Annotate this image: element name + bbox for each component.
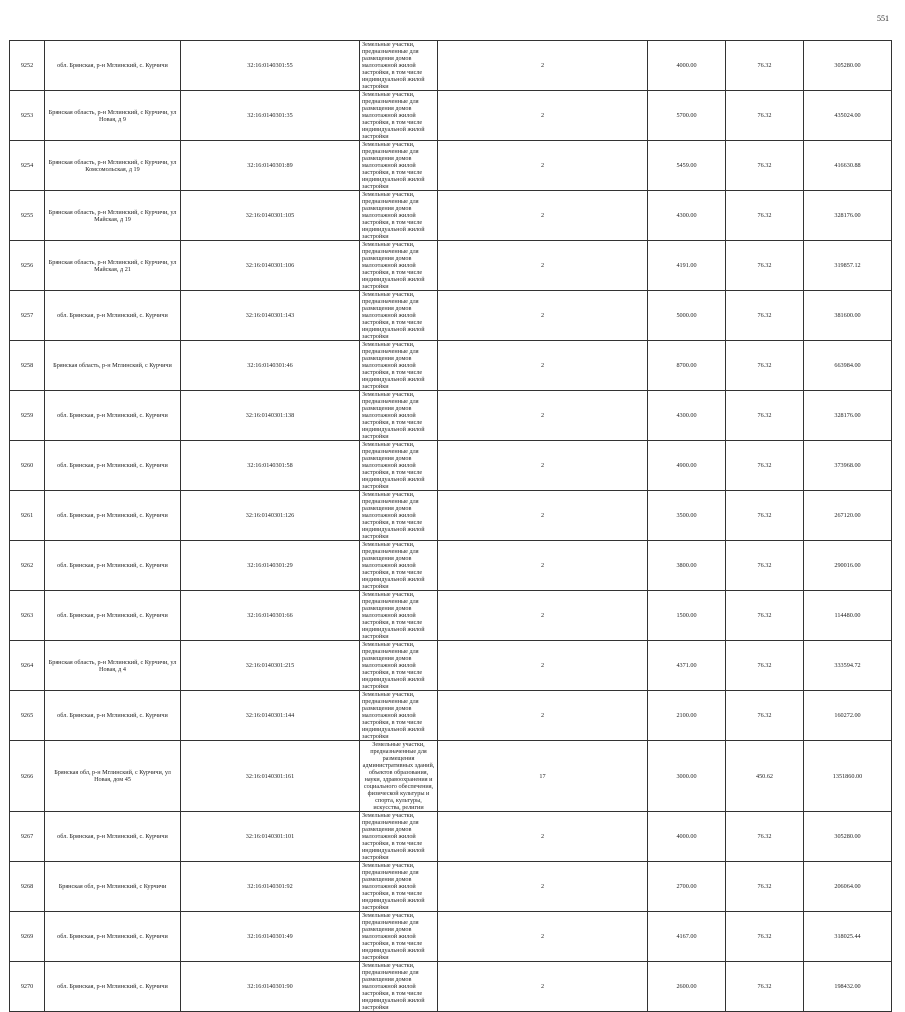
use-group-cell: 2 — [438, 341, 648, 391]
cadastral-number-cell: 32:16:0140301:106 — [181, 241, 360, 291]
table-row — [10, 541, 892, 591]
cadastral-value-cell: 267120.00 — [804, 491, 892, 541]
land-use-category-cell: Земельные участки, предназначенные для размещения домов малоэтажной жилой застройки, в том числе индивидуальной жилой застройки — [360, 341, 438, 391]
specific-value-cell: 76.32 — [726, 591, 804, 641]
area-cell: 5700.00 — [648, 91, 726, 141]
address-cell: обл. Брянская, р-н Мглинский, с. Курчичи — [45, 962, 181, 1012]
use-group-cell: 17 — [438, 741, 648, 812]
address-cell: Брянская область, р-н Мглинский, с Курчичи, ул Майская, д 19 — [45, 191, 181, 241]
area-cell: 2600.00 — [648, 962, 726, 1012]
area-cell: 4000.00 — [648, 41, 726, 91]
row-number: 9254 — [10, 141, 45, 191]
address-cell: Брянская область, р-н Мглинский, с Курчичи, ул Майская, д 21 — [45, 241, 181, 291]
area-cell: 2700.00 — [648, 862, 726, 912]
specific-value-cell: 76.32 — [726, 812, 804, 862]
cadastral-value-cell: 290016.00 — [804, 541, 892, 591]
specific-value-cell: 76.32 — [726, 191, 804, 241]
cadastral-number-cell: 32:16:0140301:55 — [181, 41, 360, 91]
row-number: 9267 — [10, 812, 45, 862]
table-row — [10, 241, 892, 291]
land-use-category-cell: Земельные участки, предназначенные для размещения домов малоэтажной жилой застройки, в том числе индивидуальной жилой застройки — [360, 541, 438, 591]
area-cell: 4167.00 — [648, 912, 726, 962]
cadastral-number-cell: 32:16:0140301:101 — [181, 812, 360, 862]
use-group-cell: 2 — [438, 962, 648, 1012]
land-use-category-cell: Земельные участки, предназначенные для размещения домов малоэтажной жилой застройки, в том числе индивидуальной жилой застройки — [360, 141, 438, 191]
cadastral-number-cell: 32:16:0140301:90 — [181, 962, 360, 1012]
land-use-category-cell: Земельные участки, предназначенные для размещения домов малоэтажной жилой застройки, в том числе индивидуальной жилой застройки — [360, 912, 438, 962]
area-cell: 4300.00 — [648, 191, 726, 241]
area-cell: 5459.00 — [648, 141, 726, 191]
cadastral-value-cell: 333594.72 — [804, 641, 892, 691]
row-number: 9266 — [10, 741, 45, 812]
row-number: 9260 — [10, 441, 45, 491]
cadastral-number-cell: 32:16:0140301:138 — [181, 391, 360, 441]
address-cell: обл. Брянская, р-н Мглинский, с. Курчичи — [45, 591, 181, 641]
cadastral-value-cell: 160272.00 — [804, 691, 892, 741]
land-use-category-cell: Земельные участки, предназначенные для размещения домов малоэтажной жилой застройки, в том числе индивидуальной жилой застройки — [360, 491, 438, 541]
row-number: 9252 — [10, 41, 45, 91]
area-cell: 4900.00 — [648, 441, 726, 491]
address-cell: обл. Брянская, р-н Мглинский, с. Курчичи — [45, 441, 181, 491]
land-use-category-cell: Земельные участки, предназначенные для размещения домов малоэтажной жилой застройки, в том числе индивидуальной жилой застройки — [360, 691, 438, 741]
area-cell: 4191.00 — [648, 241, 726, 291]
specific-value-cell: 76.32 — [726, 962, 804, 1012]
area-cell: 8700.00 — [648, 341, 726, 391]
use-group-cell: 2 — [438, 91, 648, 141]
address-cell: Брянская обл, р-н Мглинский, с Курчичи, ул Новая, дом 45 — [45, 741, 181, 812]
land-use-category-cell: Земельные участки, предназначенные для размещения домов малоэтажной жилой застройки, в том числе индивидуальной жилой застройки — [360, 241, 438, 291]
use-group-cell: 2 — [438, 41, 648, 91]
area-cell: 3800.00 — [648, 541, 726, 591]
cadastral-value-cell: 416630.88 — [804, 141, 892, 191]
cadastral-value-cell: 328176.00 — [804, 191, 892, 241]
land-use-category-cell: Земельные участки, предназначенные для размещения домов малоэтажной жилой застройки, в том числе индивидуальной жилой застройки — [360, 41, 438, 91]
specific-value-cell: 76.32 — [726, 141, 804, 191]
address-cell: обл. Брянская, р-н Мглинский, с. Курчичи — [45, 812, 181, 862]
address-cell: Брянская область, р-н Мглинский, с Курчичи, ул Новая, д 9 — [45, 91, 181, 141]
area-cell: 4371.00 — [648, 641, 726, 691]
cadastral-value-cell: 319857.12 — [804, 241, 892, 291]
use-group-cell: 2 — [438, 141, 648, 191]
address-cell: Брянская область, р-н Мглинский, с Курчичи, ул Новая, д 4 — [45, 641, 181, 691]
use-group-cell: 2 — [438, 241, 648, 291]
specific-value-cell: 76.32 — [726, 691, 804, 741]
use-group-cell: 2 — [438, 191, 648, 241]
specific-value-cell: 76.32 — [726, 491, 804, 541]
address-cell: обл. Брянская, р-н Мглинский, с. Курчичи — [45, 41, 181, 91]
land-use-category-cell: Земельные участки, предназначенные для размещения домов малоэтажной жилой застройки, в том числе индивидуальной жилой застройки — [360, 591, 438, 641]
registry-table — [9, 40, 892, 1012]
cadastral-value-cell: 114480.00 — [804, 591, 892, 641]
table-row — [10, 912, 892, 962]
cadastral-value-cell: 663984.00 — [804, 341, 892, 391]
use-group-cell: 2 — [438, 862, 648, 912]
page-number: 551 — [877, 14, 889, 23]
row-number: 9265 — [10, 691, 45, 741]
table-row — [10, 441, 892, 491]
use-group-cell: 2 — [438, 912, 648, 962]
specific-value-cell: 76.32 — [726, 641, 804, 691]
address-cell: обл. Брянская, р-н Мглинский, с. Курчичи — [45, 691, 181, 741]
table-row — [10, 141, 892, 191]
cadastral-value-cell: 381600.00 — [804, 291, 892, 341]
cadastral-number-cell: 32:16:0140301:126 — [181, 491, 360, 541]
cadastral-number-cell: 32:16:0140301:58 — [181, 441, 360, 491]
table-row — [10, 191, 892, 241]
cadastral-value-cell: 328176.00 — [804, 391, 892, 441]
cadastral-number-cell: 32:16:0140301:35 — [181, 91, 360, 141]
area-cell: 1500.00 — [648, 591, 726, 641]
specific-value-cell: 76.32 — [726, 441, 804, 491]
area-cell: 4000.00 — [648, 812, 726, 862]
specific-value-cell: 76.32 — [726, 912, 804, 962]
row-number: 9256 — [10, 241, 45, 291]
land-use-category-cell: Земельные участки, предназначенные для размещения домов малоэтажной жилой застройки, в том числе индивидуальной жилой застройки — [360, 962, 438, 1012]
area-cell: 5000.00 — [648, 291, 726, 341]
use-group-cell: 2 — [438, 491, 648, 541]
address-cell: обл. Брянская, р-н Мглинский, с. Курчичи — [45, 912, 181, 962]
row-number: 9269 — [10, 912, 45, 962]
cadastral-number-cell: 32:16:0140301:49 — [181, 912, 360, 962]
land-use-category-cell: Земельные участки, предназначенные для размещения домов малоэтажной жилой застройки, в том числе индивидуальной жилой застройки — [360, 191, 438, 241]
cadastral-value-cell: 206064.00 — [804, 862, 892, 912]
land-use-category-cell: Земельные участки, предназначенные для размещения домов малоэтажной жилой застройки, в том числе индивидуальной жилой застройки — [360, 812, 438, 862]
row-number: 9258 — [10, 341, 45, 391]
use-group-cell: 2 — [438, 691, 648, 741]
table-row — [10, 41, 892, 91]
use-group-cell: 2 — [438, 812, 648, 862]
table-row — [10, 691, 892, 741]
cadastral-value-cell: 318025.44 — [804, 912, 892, 962]
land-use-category-cell: Земельные участки, предназначенные для размещения домов малоэтажной жилой застройки, в том числе индивидуальной жилой застройки — [360, 391, 438, 441]
cadastral-number-cell: 32:16:0140301:92 — [181, 862, 360, 912]
table-row — [10, 91, 892, 141]
specific-value-cell: 76.32 — [726, 541, 804, 591]
address-cell: Брянская обл, р-н Мглинский, с Курчичи — [45, 862, 181, 912]
land-use-category-cell: Земельные участки, предназначенные для размещения домов малоэтажной жилой застройки, в том числе индивидуальной жилой застройки — [360, 291, 438, 341]
registry-rows — [10, 41, 892, 1012]
address-cell: обл. Брянская, р-н Мглинский, с. Курчичи — [45, 491, 181, 541]
area-cell: 2100.00 — [648, 691, 726, 741]
cadastral-value-cell: 305280.00 — [804, 41, 892, 91]
land-use-category-cell: Земельные участки, предназначенные для размещения домов малоэтажной жилой застройки, в том числе индивидуальной жилой застройки — [360, 91, 438, 141]
row-number: 9253 — [10, 91, 45, 141]
specific-value-cell: 76.32 — [726, 391, 804, 441]
area-cell: 4300.00 — [648, 391, 726, 441]
table-row — [10, 291, 892, 341]
use-group-cell: 2 — [438, 441, 648, 491]
specific-value-cell: 450.62 — [726, 741, 804, 812]
use-group-cell: 2 — [438, 641, 648, 691]
row-number: 9261 — [10, 491, 45, 541]
cadastral-number-cell: 32:16:0140301:105 — [181, 191, 360, 241]
address-cell: обл. Брянская, р-н Мглинский, с. Курчичи — [45, 291, 181, 341]
table-row — [10, 341, 892, 391]
row-number: 9270 — [10, 962, 45, 1012]
cadastral-number-cell: 32:16:0140301:143 — [181, 291, 360, 341]
land-use-category-cell: Земельные участки, предназначенные для размещения домов малоэтажной жилой застройки, в том числе индивидуальной жилой застройки — [360, 441, 438, 491]
cadastral-number-cell: 32:16:0140301:66 — [181, 591, 360, 641]
land-use-category-cell: Земельные участки, предназначенные для размещения домов малоэтажной жилой застройки, в том числе индивидуальной жилой застройки — [360, 641, 438, 691]
row-number: 9264 — [10, 641, 45, 691]
row-number: 9262 — [10, 541, 45, 591]
table-row — [10, 962, 892, 1012]
row-number: 9257 — [10, 291, 45, 341]
specific-value-cell: 76.32 — [726, 241, 804, 291]
cadastral-number-cell: 32:16:0140301:29 — [181, 541, 360, 591]
land-use-category-cell: Земельные участки, предназначенные для размещения административных зданий, объектов образования, науки, здравоохранения и социального обеспечения, физической культуры и спорта, культуры, искусства, религии — [360, 741, 438, 812]
row-number: 9263 — [10, 591, 45, 641]
address-cell: Брянская область, р-н Мглинский, с Курчичи — [45, 341, 181, 391]
use-group-cell: 2 — [438, 291, 648, 341]
specific-value-cell: 76.32 — [726, 41, 804, 91]
cadastral-value-cell: 435024.00 — [804, 91, 892, 141]
table-row — [10, 641, 892, 691]
address-cell: Брянская область, р-н Мглинский, с Курчичи, ул Комсомольская, д 19 — [45, 141, 181, 191]
cadastral-number-cell: 32:16:0140301:46 — [181, 341, 360, 391]
address-cell: обл. Брянская, р-н Мглинский, с. Курчичи — [45, 541, 181, 591]
use-group-cell: 2 — [438, 591, 648, 641]
specific-value-cell: 76.32 — [726, 862, 804, 912]
cadastral-number-cell: 32:16:0140301:89 — [181, 141, 360, 191]
specific-value-cell: 76.32 — [726, 341, 804, 391]
table-row — [10, 812, 892, 862]
address-cell: обл. Брянская, р-н Мглинский, с. Курчичи — [45, 391, 181, 441]
use-group-cell: 2 — [438, 391, 648, 441]
row-number: 9268 — [10, 862, 45, 912]
cadastral-value-cell: 305280.00 — [804, 812, 892, 862]
specific-value-cell: 76.32 — [726, 291, 804, 341]
cadastral-number-cell: 32:16:0140301:161 — [181, 741, 360, 812]
row-number: 9255 — [10, 191, 45, 241]
cadastral-value-cell: 373968.00 — [804, 441, 892, 491]
area-cell: 3000.00 — [648, 741, 726, 812]
area-cell: 3500.00 — [648, 491, 726, 541]
table-row — [10, 591, 892, 641]
table-row — [10, 741, 892, 812]
cadastral-value-cell: 1351860.00 — [804, 741, 892, 812]
row-number: 9259 — [10, 391, 45, 441]
table-row — [10, 391, 892, 441]
cadastral-number-cell: 32:16:0140301:144 — [181, 691, 360, 741]
use-group-cell: 2 — [438, 541, 648, 591]
cadastral-value-cell: 198432.00 — [804, 962, 892, 1012]
specific-value-cell: 76.32 — [726, 91, 804, 141]
cadastral-number-cell: 32:16:0140301:215 — [181, 641, 360, 691]
land-use-category-cell: Земельные участки, предназначенные для размещения домов малоэтажной жилой застройки, в том числе индивидуальной жилой застройки — [360, 862, 438, 912]
table-row — [10, 491, 892, 541]
table-row — [10, 862, 892, 912]
